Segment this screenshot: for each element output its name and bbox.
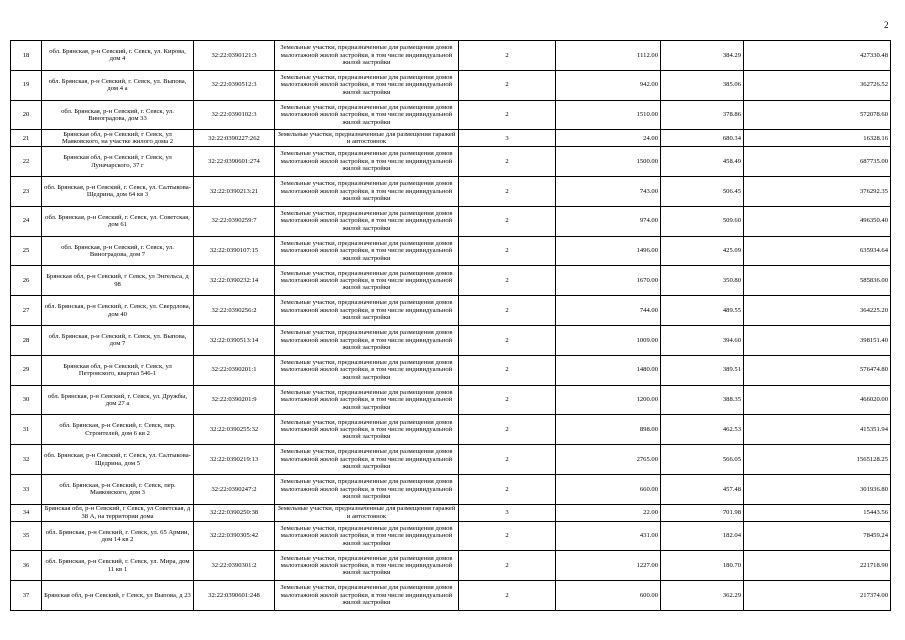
- address-cell: обл. Брянская, р-н Севский, г. Севск, ул. Салтыкова-Щедрина, дом 5: [42, 445, 194, 475]
- specific-value-cell: 180.70: [661, 551, 744, 581]
- row-number: 31: [11, 415, 42, 445]
- cadastral-number-cell: 32:22:0390259:7: [194, 206, 275, 236]
- cadastral-number-cell: 32:22:0390601:248: [194, 581, 275, 611]
- table-row: [11, 551, 891, 581]
- specific-value-cell: 462.53: [661, 415, 744, 445]
- group-number-cell: 2: [459, 445, 556, 475]
- row-number: 37: [11, 581, 42, 611]
- area-cell: 431.00: [556, 521, 661, 551]
- group-number-cell: 2: [459, 236, 556, 266]
- table-row: [11, 41, 891, 71]
- cadastral-value-cell: 217374.00: [744, 581, 891, 611]
- area-cell: 974.00: [556, 206, 661, 236]
- cadastral-number-cell: 32:22:0390301:2: [194, 551, 275, 581]
- specific-value-cell: 566.05: [661, 445, 744, 475]
- specific-value-cell: 389.51: [661, 355, 744, 385]
- row-number: 35: [11, 521, 42, 551]
- cadastral-value-cell: 635934.64: [744, 236, 891, 266]
- cadastral-value-cell: 585836.00: [744, 266, 891, 296]
- row-number: 23: [11, 176, 42, 206]
- address-cell: Брянская обл, р-н Севский, г Севск, ул Петровского, квартал 546-1: [42, 355, 194, 385]
- cadastral-number-cell: 32:22:0390107:15: [194, 236, 275, 266]
- row-number: 18: [11, 41, 42, 71]
- row-number: 26: [11, 266, 42, 296]
- row-number: 33: [11, 474, 42, 504]
- group-number-cell: 2: [459, 474, 556, 504]
- table-row: [11, 296, 891, 326]
- area-cell: 1112.00: [556, 41, 661, 71]
- group-number-cell: 2: [459, 100, 556, 130]
- address-cell: обл. Брянская, р-н Севский, г. Севск, ул. Виноградова, дом 33: [42, 100, 194, 130]
- cadastral-number-cell: 32:22:0390255:32: [194, 415, 275, 445]
- row-number: 22: [11, 147, 42, 177]
- land-use-cell: Земельные участки, предназначенные для размещения домов малоэтажной жилой застройки, в том числе индивидуальной жилой застройки: [275, 474, 459, 504]
- address-cell: обл. Брянская, р-н Севский, г. Севск, ул. Советская, дом 61: [42, 206, 194, 236]
- row-number: 32: [11, 445, 42, 475]
- address-cell: обл. Брянская, р-н Севский, г. Севск, ул. Выпова, дом 4 а: [42, 70, 194, 100]
- area-cell: 1670.00: [556, 266, 661, 296]
- cadastral-value-cell: 78459.24: [744, 521, 891, 551]
- area-cell: 942.00: [556, 70, 661, 100]
- area-cell: 1480.00: [556, 355, 661, 385]
- area-cell: 1496.00: [556, 236, 661, 266]
- row-number: 24: [11, 206, 42, 236]
- row-number: 34: [11, 504, 42, 521]
- specific-value-cell: 362.29: [661, 581, 744, 611]
- table-row: [11, 100, 891, 130]
- cadastral-number-cell: 32:22:0390513:14: [194, 325, 275, 355]
- cadastral-value-cell: 364225.20: [744, 296, 891, 326]
- group-number-cell: 2: [459, 325, 556, 355]
- land-use-cell: Земельные участки, предназначенные для размещения домов малоэтажной жилой застройки, в том числе индивидуальной жилой застройки: [275, 445, 459, 475]
- group-number-cell: 2: [459, 206, 556, 236]
- row-number: 27: [11, 296, 42, 326]
- cadastral-value-cell: 572078.60: [744, 100, 891, 130]
- group-number-cell: 2: [459, 355, 556, 385]
- area-cell: 1009.00: [556, 325, 661, 355]
- group-number-cell: 3: [459, 504, 556, 521]
- table-row: [11, 445, 891, 475]
- land-use-cell: Земельные участки, предназначенные для размещения домов малоэтажной жилой застройки, в том числе индивидуальной жилой застройки: [275, 355, 459, 385]
- area-cell: 2765.00: [556, 445, 661, 475]
- group-number-cell: 2: [459, 581, 556, 611]
- table-row: [11, 70, 891, 100]
- address-cell: обл. Брянская, р-н Севский, г. Севск, ул. 65 Армии, дом 14 кв 2: [42, 521, 194, 551]
- specific-value-cell: 384.29: [661, 41, 744, 71]
- group-number-cell: 3: [459, 130, 556, 147]
- specific-value-cell: 182.04: [661, 521, 744, 551]
- table-row: [11, 581, 891, 611]
- specific-value-cell: 388.35: [661, 385, 744, 415]
- cadastral-number-cell: 32:22:0390601:274: [194, 147, 275, 177]
- area-cell: 1227.00: [556, 551, 661, 581]
- cadastral-value-cell: 576474.80: [744, 355, 891, 385]
- area-cell: 600.00: [556, 581, 661, 611]
- land-use-cell: Земельные участки, предназначенные для размещения домов малоэтажной жилой застройки, в том числе индивидуальной жилой застройки: [275, 176, 459, 206]
- address-cell: обл. Брянская, р-н Севский, г. Севск, пер. Маяковского, дом 3: [42, 474, 194, 504]
- table-row: [11, 147, 891, 177]
- table-row: [11, 236, 891, 266]
- row-number: 36: [11, 551, 42, 581]
- row-number: 28: [11, 325, 42, 355]
- address-cell: Брянская обл, р-н Севский, г Севск, ул Маяковского, на участке жилого дома 2: [42, 130, 194, 147]
- cadastral-value-cell: 1565128.25: [744, 445, 891, 475]
- cadastral-number-cell: 32:22:0390256:2: [194, 296, 275, 326]
- land-plot-table: [10, 40, 891, 611]
- group-number-cell: 2: [459, 385, 556, 415]
- table-row: [11, 521, 891, 551]
- address-cell: Брянская обл, р-н Севский, г Севск, ул Энгельса, д 98: [42, 266, 194, 296]
- table-row: [11, 385, 891, 415]
- specific-value-cell: 378.86: [661, 100, 744, 130]
- cadastral-value-cell: 376292.35: [744, 176, 891, 206]
- area-cell: 1500.00: [556, 147, 661, 177]
- table-row: [11, 504, 891, 521]
- land-use-cell: Земельные участки, предназначенные для размещения гаражей и автостоянок: [275, 130, 459, 147]
- specific-value-cell: 489.55: [661, 296, 744, 326]
- area-cell: 1510.00: [556, 100, 661, 130]
- row-number: 20: [11, 100, 42, 130]
- land-use-cell: Земельные участки, предназначенные для размещения домов малоэтажной жилой застройки, в том числе индивидуальной жилой застройки: [275, 551, 459, 581]
- table-row: [11, 206, 891, 236]
- address-cell: обл. Брянская, р-н Севский, г. Севск, ул. Виноградова, дом 7: [42, 236, 194, 266]
- specific-value-cell: 458.49: [661, 147, 744, 177]
- group-number-cell: 2: [459, 70, 556, 100]
- area-cell: 744.00: [556, 296, 661, 326]
- address-cell: обл. Брянская, р-н Севский, г. Севск, ул. Дружбы, дом 27 а: [42, 385, 194, 415]
- area-cell: 743.00: [556, 176, 661, 206]
- address-cell: обл. Брянская, р-н Севский, г. Севск, пер. Строителей, дом 6 кв 2: [42, 415, 194, 445]
- land-use-cell: Земельные участки, предназначенные для размещения домов малоэтажной жилой застройки, в том числе индивидуальной жилой застройки: [275, 415, 459, 445]
- specific-value-cell: 457.48: [661, 474, 744, 504]
- cadastral-value-cell: 301936.80: [744, 474, 891, 504]
- cadastral-value-cell: 466020.00: [744, 385, 891, 415]
- specific-value-cell: 394.60: [661, 325, 744, 355]
- cadastral-number-cell: 32:22:0390305:42: [194, 521, 275, 551]
- specific-value-cell: 425.09: [661, 236, 744, 266]
- address-cell: Брянская обл, р-н Севский, г Севск, ул Выпова, д 23: [42, 581, 194, 611]
- table-row: [11, 266, 891, 296]
- table-body: [11, 41, 891, 611]
- table-row: [11, 415, 891, 445]
- table-row: [11, 176, 891, 206]
- cadastral-value-cell: 415351.94: [744, 415, 891, 445]
- cadastral-number-cell: 32:22:0390247:2: [194, 474, 275, 504]
- cadastral-number-cell: 32:22:0390227:262: [194, 130, 275, 147]
- address-cell: Брянская обл, р-н Севский, г Севск, ул Луначарского, 37 г: [42, 147, 194, 177]
- group-number-cell: 2: [459, 296, 556, 326]
- table-row: [11, 355, 891, 385]
- group-number-cell: 2: [459, 521, 556, 551]
- cadastral-value-cell: 362726.52: [744, 70, 891, 100]
- group-number-cell: 2: [459, 266, 556, 296]
- address-cell: обл. Брянская, р-н Севский, г. Севск, ул. Мира, дом 11 кв 1: [42, 551, 194, 581]
- cadastral-number-cell: 32:22:0390250:38: [194, 504, 275, 521]
- cadastral-number-cell: 32:22:0390201:9: [194, 385, 275, 415]
- cadastral-value-cell: 221718.90: [744, 551, 891, 581]
- specific-value-cell: 680.34: [661, 130, 744, 147]
- land-use-cell: Земельные участки, предназначенные для размещения домов малоэтажной жилой застройки, в том числе индивидуальной жилой застройки: [275, 385, 459, 415]
- area-cell: 660.00: [556, 474, 661, 504]
- cadastral-value-cell: 496350.40: [744, 206, 891, 236]
- specific-value-cell: 350.80: [661, 266, 744, 296]
- row-number: 29: [11, 355, 42, 385]
- row-number: 21: [11, 130, 42, 147]
- cadastral-number-cell: 32:22:0390121:3: [194, 41, 275, 71]
- cadastral-number-cell: 32:22:0390512:3: [194, 70, 275, 100]
- specific-value-cell: 509.60: [661, 206, 744, 236]
- table-row: [11, 325, 891, 355]
- cadastral-number-cell: 32:22:0390102:3: [194, 100, 275, 130]
- specific-value-cell: 701.98: [661, 504, 744, 521]
- land-use-cell: Земельные участки, предназначенные для размещения домов малоэтажной жилой застройки, в том числе индивидуальной жилой застройки: [275, 296, 459, 326]
- area-cell: 22.00: [556, 504, 661, 521]
- area-cell: 24.00: [556, 130, 661, 147]
- area-cell: 1200.00: [556, 385, 661, 415]
- address-cell: обл. Брянская, р-н Севский, г. Севск, ул. Выпова, дом 7: [42, 325, 194, 355]
- address-cell: обл. Брянская, р-н Севский, г. Севск, ул. Кирова, дом 4: [42, 41, 194, 71]
- cadastral-value-cell: 15443.56: [744, 504, 891, 521]
- group-number-cell: 2: [459, 551, 556, 581]
- specific-value-cell: 506.45: [661, 176, 744, 206]
- specific-value-cell: 385.06: [661, 70, 744, 100]
- table-row: [11, 474, 891, 504]
- land-use-cell: Земельные участки, предназначенные для размещения домов малоэтажной жилой застройки, в том числе индивидуальной жилой застройки: [275, 521, 459, 551]
- cadastral-number-cell: 32:22:0390213:21: [194, 176, 275, 206]
- table-row: [11, 130, 891, 147]
- land-use-cell: Земельные участки, предназначенные для размещения гаражей и автостоянок: [275, 504, 459, 521]
- address-cell: обл. Брянская, р-н Севский, г. Севск, ул. Свердлова, дом 40: [42, 296, 194, 326]
- group-number-cell: 2: [459, 41, 556, 71]
- land-use-cell: Земельные участки, предназначенные для размещения домов малоэтажной жилой застройки, в том числе индивидуальной жилой застройки: [275, 41, 459, 71]
- group-number-cell: 2: [459, 176, 556, 206]
- address-cell: обл. Брянская, р-н Севский, г. Севск, ул. Салтыкова-Щедрина, дом 64 кв 3: [42, 176, 194, 206]
- cadastral-number-cell: 32:22:0390232:14: [194, 266, 275, 296]
- area-cell: 898.00: [556, 415, 661, 445]
- row-number: 19: [11, 70, 42, 100]
- row-number: 30: [11, 385, 42, 415]
- land-use-cell: Земельные участки, предназначенные для размещения домов малоэтажной жилой застройки, в том числе индивидуальной жилой застройки: [275, 266, 459, 296]
- land-use-cell: Земельные участки, предназначенные для размещения домов малоэтажной жилой застройки, в том числе индивидуальной жилой застройки: [275, 206, 459, 236]
- group-number-cell: 2: [459, 415, 556, 445]
- address-cell: Брянская обл, р-н Севский, г Севск, ул Советская, д 38 А, на территории дома: [42, 504, 194, 521]
- page-number: 2: [884, 20, 889, 30]
- cadastral-value-cell: 398151.40: [744, 325, 891, 355]
- row-number: 25: [11, 236, 42, 266]
- land-use-cell: Земельные участки, предназначенные для размещения домов малоэтажной жилой застройки, в том числе индивидуальной жилой застройки: [275, 70, 459, 100]
- cadastral-value-cell: 16328.16: [744, 130, 891, 147]
- group-number-cell: 2: [459, 147, 556, 177]
- land-use-cell: Земельные участки, предназначенные для размещения домов малоэтажной жилой застройки, в том числе индивидуальной жилой застройки: [275, 100, 459, 130]
- cadastral-value-cell: 687735.00: [744, 147, 891, 177]
- cadastral-number-cell: 32:22:0390201:1: [194, 355, 275, 385]
- land-use-cell: Земельные участки, предназначенные для размещения домов малоэтажной жилой застройки, в том числе индивидуальной жилой застройки: [275, 581, 459, 611]
- land-use-cell: Земельные участки, предназначенные для размещения домов малоэтажной жилой застройки, в том числе индивидуальной жилой застройки: [275, 147, 459, 177]
- cadastral-number-cell: 32:22:0390219:13: [194, 445, 275, 475]
- cadastral-value-cell: 427330.48: [744, 41, 891, 71]
- land-use-cell: Земельные участки, предназначенные для размещения домов малоэтажной жилой застройки, в том числе индивидуальной жилой застройки: [275, 325, 459, 355]
- land-use-cell: Земельные участки, предназначенные для размещения домов малоэтажной жилой застройки, в том числе индивидуальной жилой застройки: [275, 236, 459, 266]
